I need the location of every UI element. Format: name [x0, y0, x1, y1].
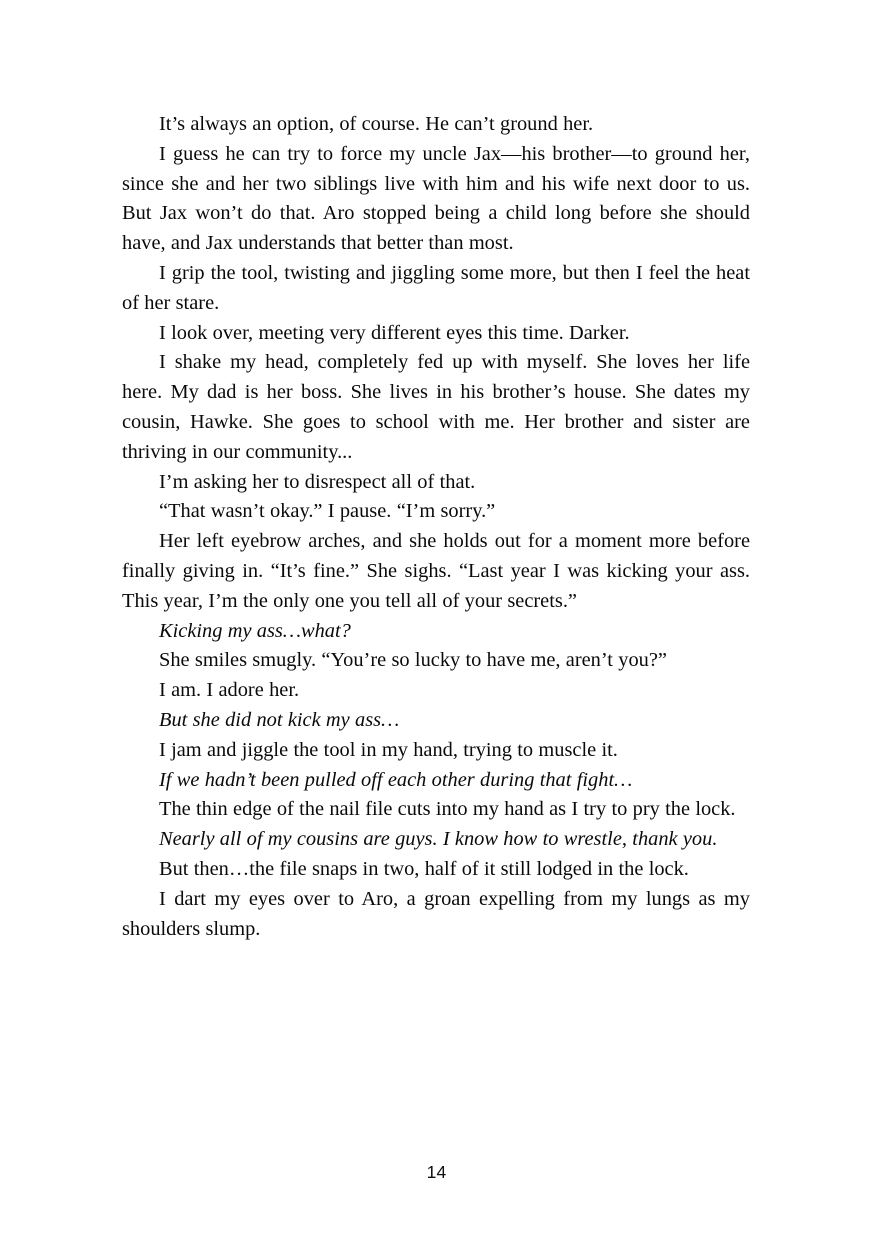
paragraph: I dart my eyes over to Aro, a groan expelling from my lungs as my shoulders slump.: [122, 887, 750, 940]
paragraph: I look over, meeting very different eyes this time. Darker.: [159, 321, 630, 344]
page-number: 14: [426, 1162, 447, 1182]
paragraph: I’m asking her to disrespect all of that.: [159, 470, 476, 493]
paragraph: I grip the tool, twisting and jiggling some more, but then I feel the heat of her stare.: [122, 261, 750, 314]
paragraph: But then…the file snaps in two, half of it still lodged in the lock.: [159, 857, 689, 880]
paragraph: “That wasn’t okay.” I pause. “I’m sorry.”: [159, 500, 496, 523]
paragraph: I shake my head, completely fed up with myself. She loves her life here. My dad is her boss. She lives in his brother’s house. She dates my cousin, Hawke. She goes to school with me. Her brother and sister are thriving in our community...: [122, 351, 750, 463]
page-text-block: [122, 110, 750, 944]
paragraph-italic: Kicking my ass…what?: [159, 619, 351, 642]
paragraph: Her left eyebrow arches, and she holds out for a moment more before finally giving in. “It’s fine.” She sighs. “Last year I was kicking your ass. This year, I’m the only one you tell all of your secrets.”: [122, 530, 750, 612]
paragraph-italic: Nearly all of my cousins are guys. I know how to wrestle, thank you.: [159, 828, 718, 851]
paragraph: She smiles smugly. “You’re so lucky to have me, aren’t you?”: [159, 649, 667, 672]
paragraph: The thin edge of the nail file cuts into my hand as I try to pry the lock.: [159, 798, 736, 821]
paragraph: It’s always an option, of course. He can’t ground her.: [159, 113, 594, 135]
paragraph-italic: But she did not kick my ass…: [159, 708, 400, 731]
paragraph: I jam and jiggle the tool in my hand, trying to muscle it.: [159, 738, 618, 761]
paragraph: I am. I adore her.: [159, 679, 300, 702]
paragraph: I guess he can try to force my uncle Jax—his brother—to ground her, since she and her two siblings live with him and his wife next door to us. But Jax won’t do that. Aro stopped being a child long before she should have, and Jax understands that better than most.: [122, 142, 750, 255]
paragraph-italic: If we hadn’t been pulled off each other during that fight…: [159, 768, 633, 791]
